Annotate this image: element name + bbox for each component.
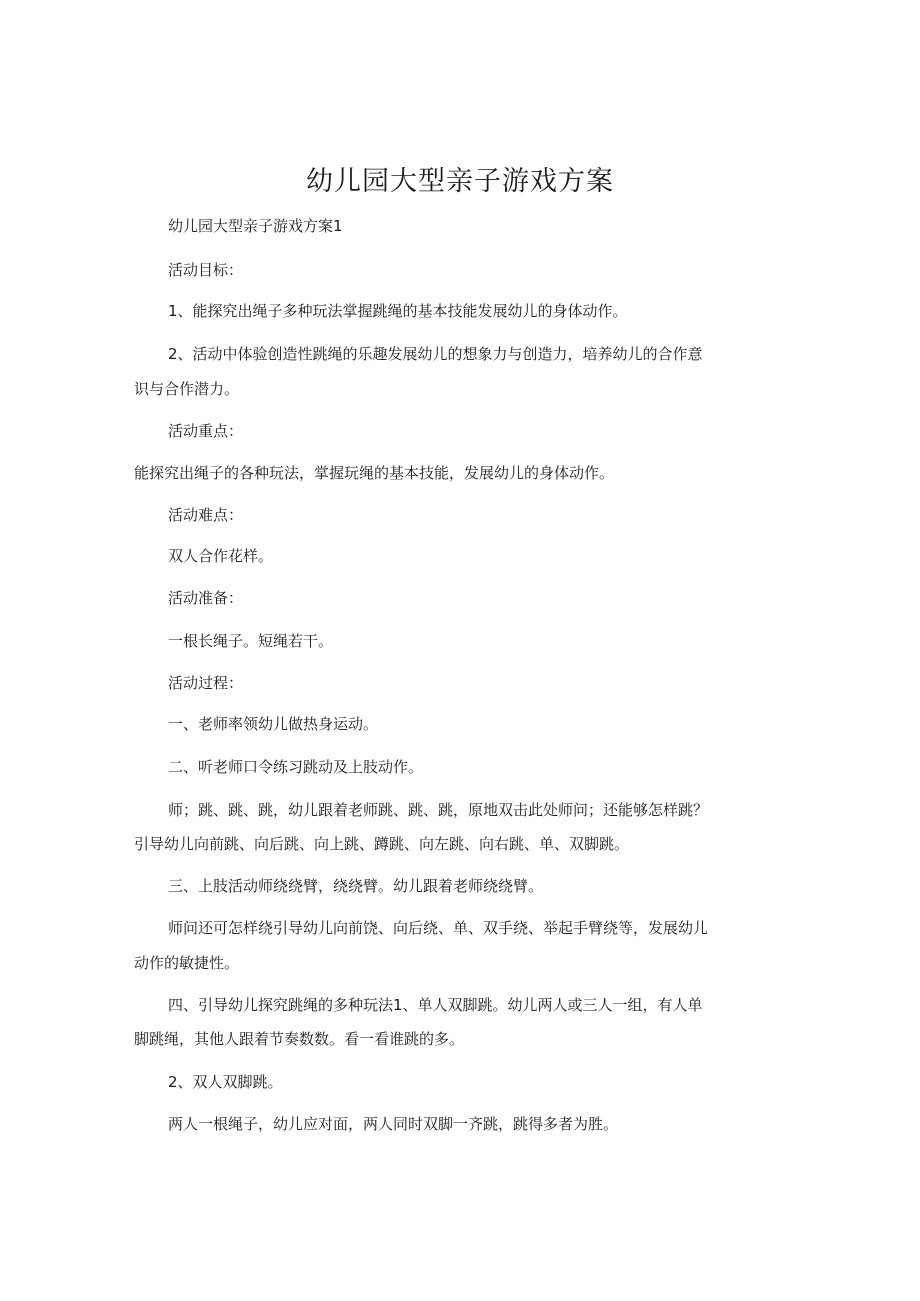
paragraph: 2、双人双脚跳。 <box>168 1073 283 1091</box>
paragraph-continuation: 识与合作潜力。 <box>134 380 240 398</box>
paragraph-continuation: 动作的敏捷性。 <box>134 954 240 972</box>
paragraph: 师；跳、跳、跳，幼儿跟着老师跳、跳、跳，原地双击此处师问；还能够怎样跳？ <box>168 801 709 819</box>
paragraph-continuation: 引导幼儿向前跳、向后跳、向上跳、蹲跳、向左跳、向右跳、单、双脚跳。 <box>134 835 630 853</box>
paragraph: 活动难点： <box>168 506 244 524</box>
paragraph: 师问还可怎样绕引导幼儿向前饶、向后绕、单、双手绕、举起手臂绕等，发展幼儿 <box>168 919 709 937</box>
paragraph: 活动目标： <box>168 261 244 279</box>
paragraph: 活动准备： <box>168 589 244 607</box>
paragraph: 二、听老师口令练习跳动及上肢动作。 <box>168 758 424 776</box>
paragraph: 活动重点： <box>168 422 244 440</box>
paragraph: 一、老师率领幼儿做热身运动。 <box>168 715 379 733</box>
paragraph: 两人一根绳子，幼儿应对面，两人同时双脚一齐跳，跳得多者为胜。 <box>168 1115 619 1133</box>
section-heading: 幼儿园大型亲子游戏方案1 <box>168 217 343 235</box>
paragraph: 双人合作花样。 <box>168 547 274 565</box>
paragraph: 三、上肢活动师绕绕臂，绕绕臂。幼儿跟着老师绕绕臂。 <box>168 877 544 895</box>
document-title: 幼儿园大型亲子游戏方案 <box>306 166 614 197</box>
paragraph: 2、活动中体验创造性跳绳的乐趣发展幼儿的想象力与创造力，培养幼儿的合作意 <box>168 345 703 363</box>
paragraph: 活动过程： <box>168 674 244 692</box>
paragraph: 一根长绳子。短绳若干。 <box>168 632 334 650</box>
paragraph: 四、引导幼儿探究跳绳的多种玩法1、单人双脚跳。幼儿两人或三人一组，有人单 <box>168 996 703 1014</box>
paragraph-continuation: 脚跳绳，其他人跟着节奏数数。看一看谁跳的多。 <box>134 1030 465 1048</box>
paragraph: 能探究出绳子的各种玩法，掌握玩绳的基本技能，发展幼儿的身体动作。 <box>134 464 615 482</box>
paragraph: 1、能探究出绳子多种玩法掌握跳绳的基本技能发展幼儿的身体动作。 <box>168 302 628 320</box>
